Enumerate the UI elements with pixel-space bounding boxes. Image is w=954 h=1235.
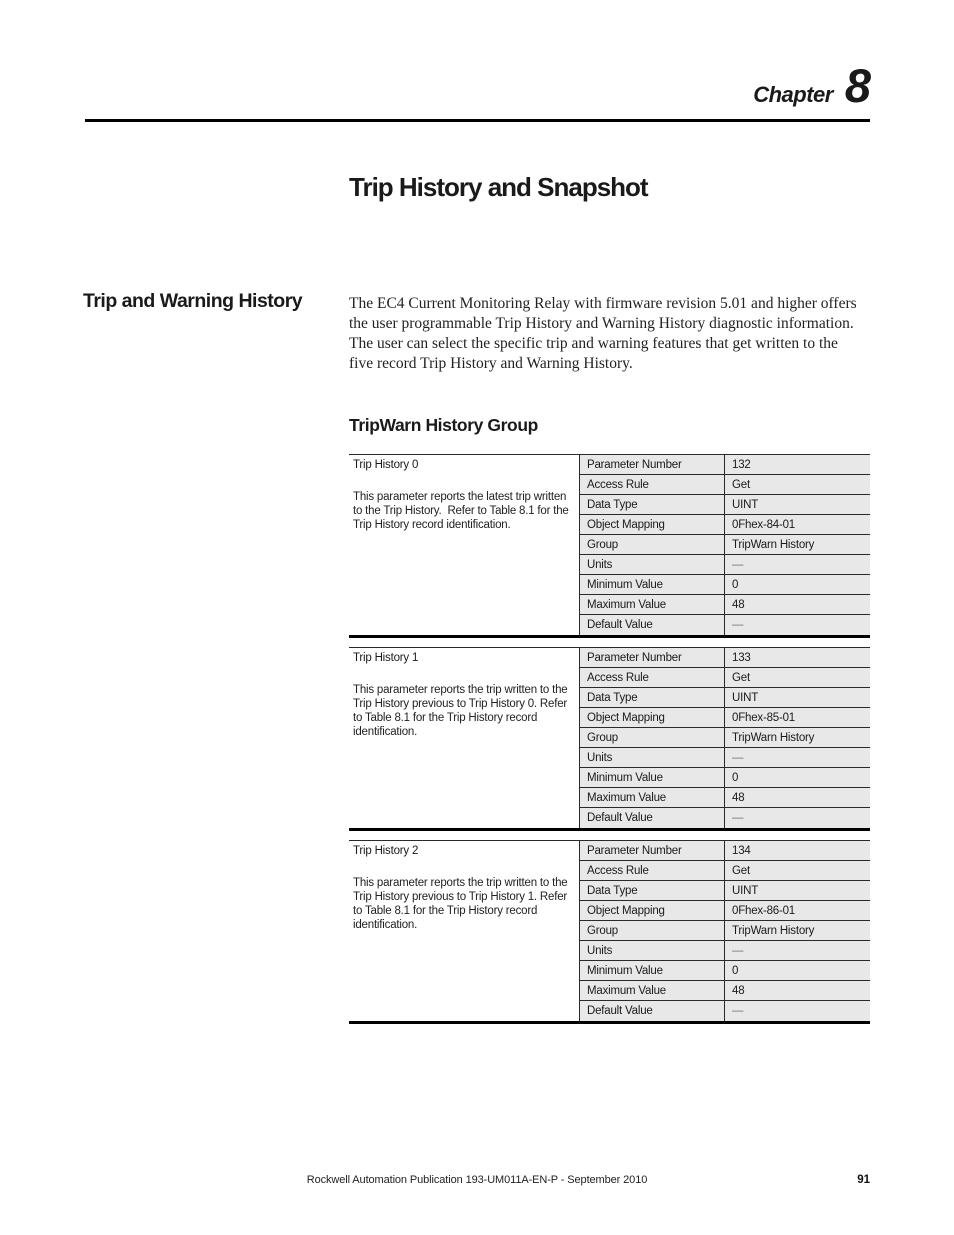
param-label: Group: [580, 921, 725, 940]
param-rows: [580, 648, 870, 828]
param-value: 0: [725, 575, 870, 594]
param-value: TripWarn History: [725, 921, 870, 940]
param-rows: [580, 455, 870, 635]
param-rows: [580, 841, 870, 1021]
param-value: —: [725, 615, 870, 635]
group-heading: TripWarn History Group: [349, 415, 538, 435]
param-value: UINT: [725, 881, 870, 900]
param-value: 134: [725, 841, 870, 860]
param-value: 48: [725, 595, 870, 614]
param-label: Data Type: [580, 881, 725, 900]
param-table-description: This parameter reports the latest trip written to the Trip History. Refer to Table 8.1 for the Trip History record identification.: [353, 491, 572, 531]
param-table-title: Trip History 2: [353, 845, 419, 857]
param-value: —: [725, 555, 870, 574]
param-row: [580, 728, 870, 748]
param-label: Default Value: [580, 1001, 725, 1021]
param-row: [580, 808, 870, 828]
param-row: [580, 708, 870, 728]
param-label: Maximum Value: [580, 981, 725, 1000]
param-table: [349, 454, 870, 638]
param-row: [580, 768, 870, 788]
param-row: [580, 668, 870, 688]
param-value: UINT: [725, 688, 870, 707]
param-label: Parameter Number: [580, 648, 725, 667]
param-row: [580, 648, 870, 668]
param-row: [580, 595, 870, 615]
param-label: Object Mapping: [580, 515, 725, 534]
param-value: TripWarn History: [725, 535, 870, 554]
param-label: Units: [580, 555, 725, 574]
param-value: —: [725, 941, 870, 960]
parameter-tables: [349, 454, 870, 1033]
param-row: [580, 861, 870, 881]
param-label: Data Type: [580, 688, 725, 707]
param-row: [580, 941, 870, 961]
param-label: Data Type: [580, 495, 725, 514]
param-table-description-cell: [349, 648, 580, 828]
param-value: Get: [725, 475, 870, 494]
param-value: TripWarn History: [725, 728, 870, 747]
param-row: [580, 961, 870, 981]
param-table: [349, 647, 870, 831]
param-table-description: This parameter reports the trip written to the Trip History previous to Trip History 0. Refer to Table 8.1 for the Trip History record identification.: [353, 684, 571, 738]
param-row: [580, 748, 870, 768]
param-row: [580, 475, 870, 495]
param-table-title: Trip History 1: [353, 652, 419, 664]
param-value: —: [725, 808, 870, 828]
param-row: [580, 535, 870, 555]
param-label: Object Mapping: [580, 901, 725, 920]
param-label: Minimum Value: [580, 575, 725, 594]
param-value: 0Fhex-84-01: [725, 515, 870, 534]
param-value: UINT: [725, 495, 870, 514]
section-heading: Trip and Warning History: [83, 290, 303, 312]
param-value: —: [725, 1001, 870, 1021]
param-row: [580, 841, 870, 861]
header-rule: [85, 119, 870, 122]
intro-paragraph: The EC4 Current Monitoring Relay with firmware revision 5.01 and higher offers the user programmable Trip History and Warning History diagnostic information. The user can select the specific trip and warning features that get written to the five record Trip History and Warning History.: [349, 295, 862, 372]
param-label: Minimum Value: [580, 961, 725, 980]
param-label: Group: [580, 728, 725, 747]
param-row: [580, 495, 870, 515]
param-label: Group: [580, 535, 725, 554]
param-row: [580, 455, 870, 475]
param-row: [580, 575, 870, 595]
param-value: 132: [725, 455, 870, 474]
param-label: Units: [580, 748, 725, 767]
param-label: Parameter Number: [580, 841, 725, 860]
param-table-description-cell: [349, 841, 580, 1021]
param-label: Minimum Value: [580, 768, 725, 787]
param-row: [580, 555, 870, 575]
param-value: 133: [725, 648, 870, 667]
footer-page-number: 91: [857, 1174, 870, 1186]
param-row: [580, 901, 870, 921]
param-value: Get: [725, 668, 870, 687]
param-label: Default Value: [580, 808, 725, 828]
param-label: Access Rule: [580, 668, 725, 687]
param-label: Units: [580, 941, 725, 960]
param-label: Object Mapping: [580, 708, 725, 727]
param-table-description: This parameter reports the trip written to the Trip History previous to Trip History 1. Refer to Table 8.1 for the Trip History record identification.: [353, 877, 571, 931]
param-label: Default Value: [580, 615, 725, 635]
param-row: [580, 881, 870, 901]
param-table-title: Trip History 0: [353, 459, 419, 471]
param-value: 0: [725, 768, 870, 787]
param-row: [580, 615, 870, 635]
param-row: [580, 688, 870, 708]
param-table-description-cell: [349, 455, 580, 635]
param-value: —: [725, 748, 870, 767]
param-row: [580, 921, 870, 941]
param-value: 0: [725, 961, 870, 980]
param-row: [580, 515, 870, 535]
param-row: [580, 981, 870, 1001]
param-table: [349, 840, 870, 1024]
param-row: [580, 788, 870, 808]
param-row: [580, 1001, 870, 1021]
param-label: Access Rule: [580, 861, 725, 880]
chapter-heading: [753, 58, 870, 113]
param-label: Parameter Number: [580, 455, 725, 474]
page-title: Trip History and Snapshot: [349, 172, 648, 202]
param-value: 0Fhex-85-01: [725, 708, 870, 727]
footer-publication: Rockwell Automation Publication 193-UM011A-EN-P - September 2010: [306, 1174, 648, 1186]
chapter-label: Chapter: [753, 82, 833, 107]
param-value: Get: [725, 861, 870, 880]
param-label: Maximum Value: [580, 595, 725, 614]
param-label: Maximum Value: [580, 788, 725, 807]
param-label: Access Rule: [580, 475, 725, 494]
param-value: 48: [725, 981, 870, 1000]
param-value: 48: [725, 788, 870, 807]
param-value: 0Fhex-86-01: [725, 901, 870, 920]
chapter-number: 8: [844, 59, 870, 112]
